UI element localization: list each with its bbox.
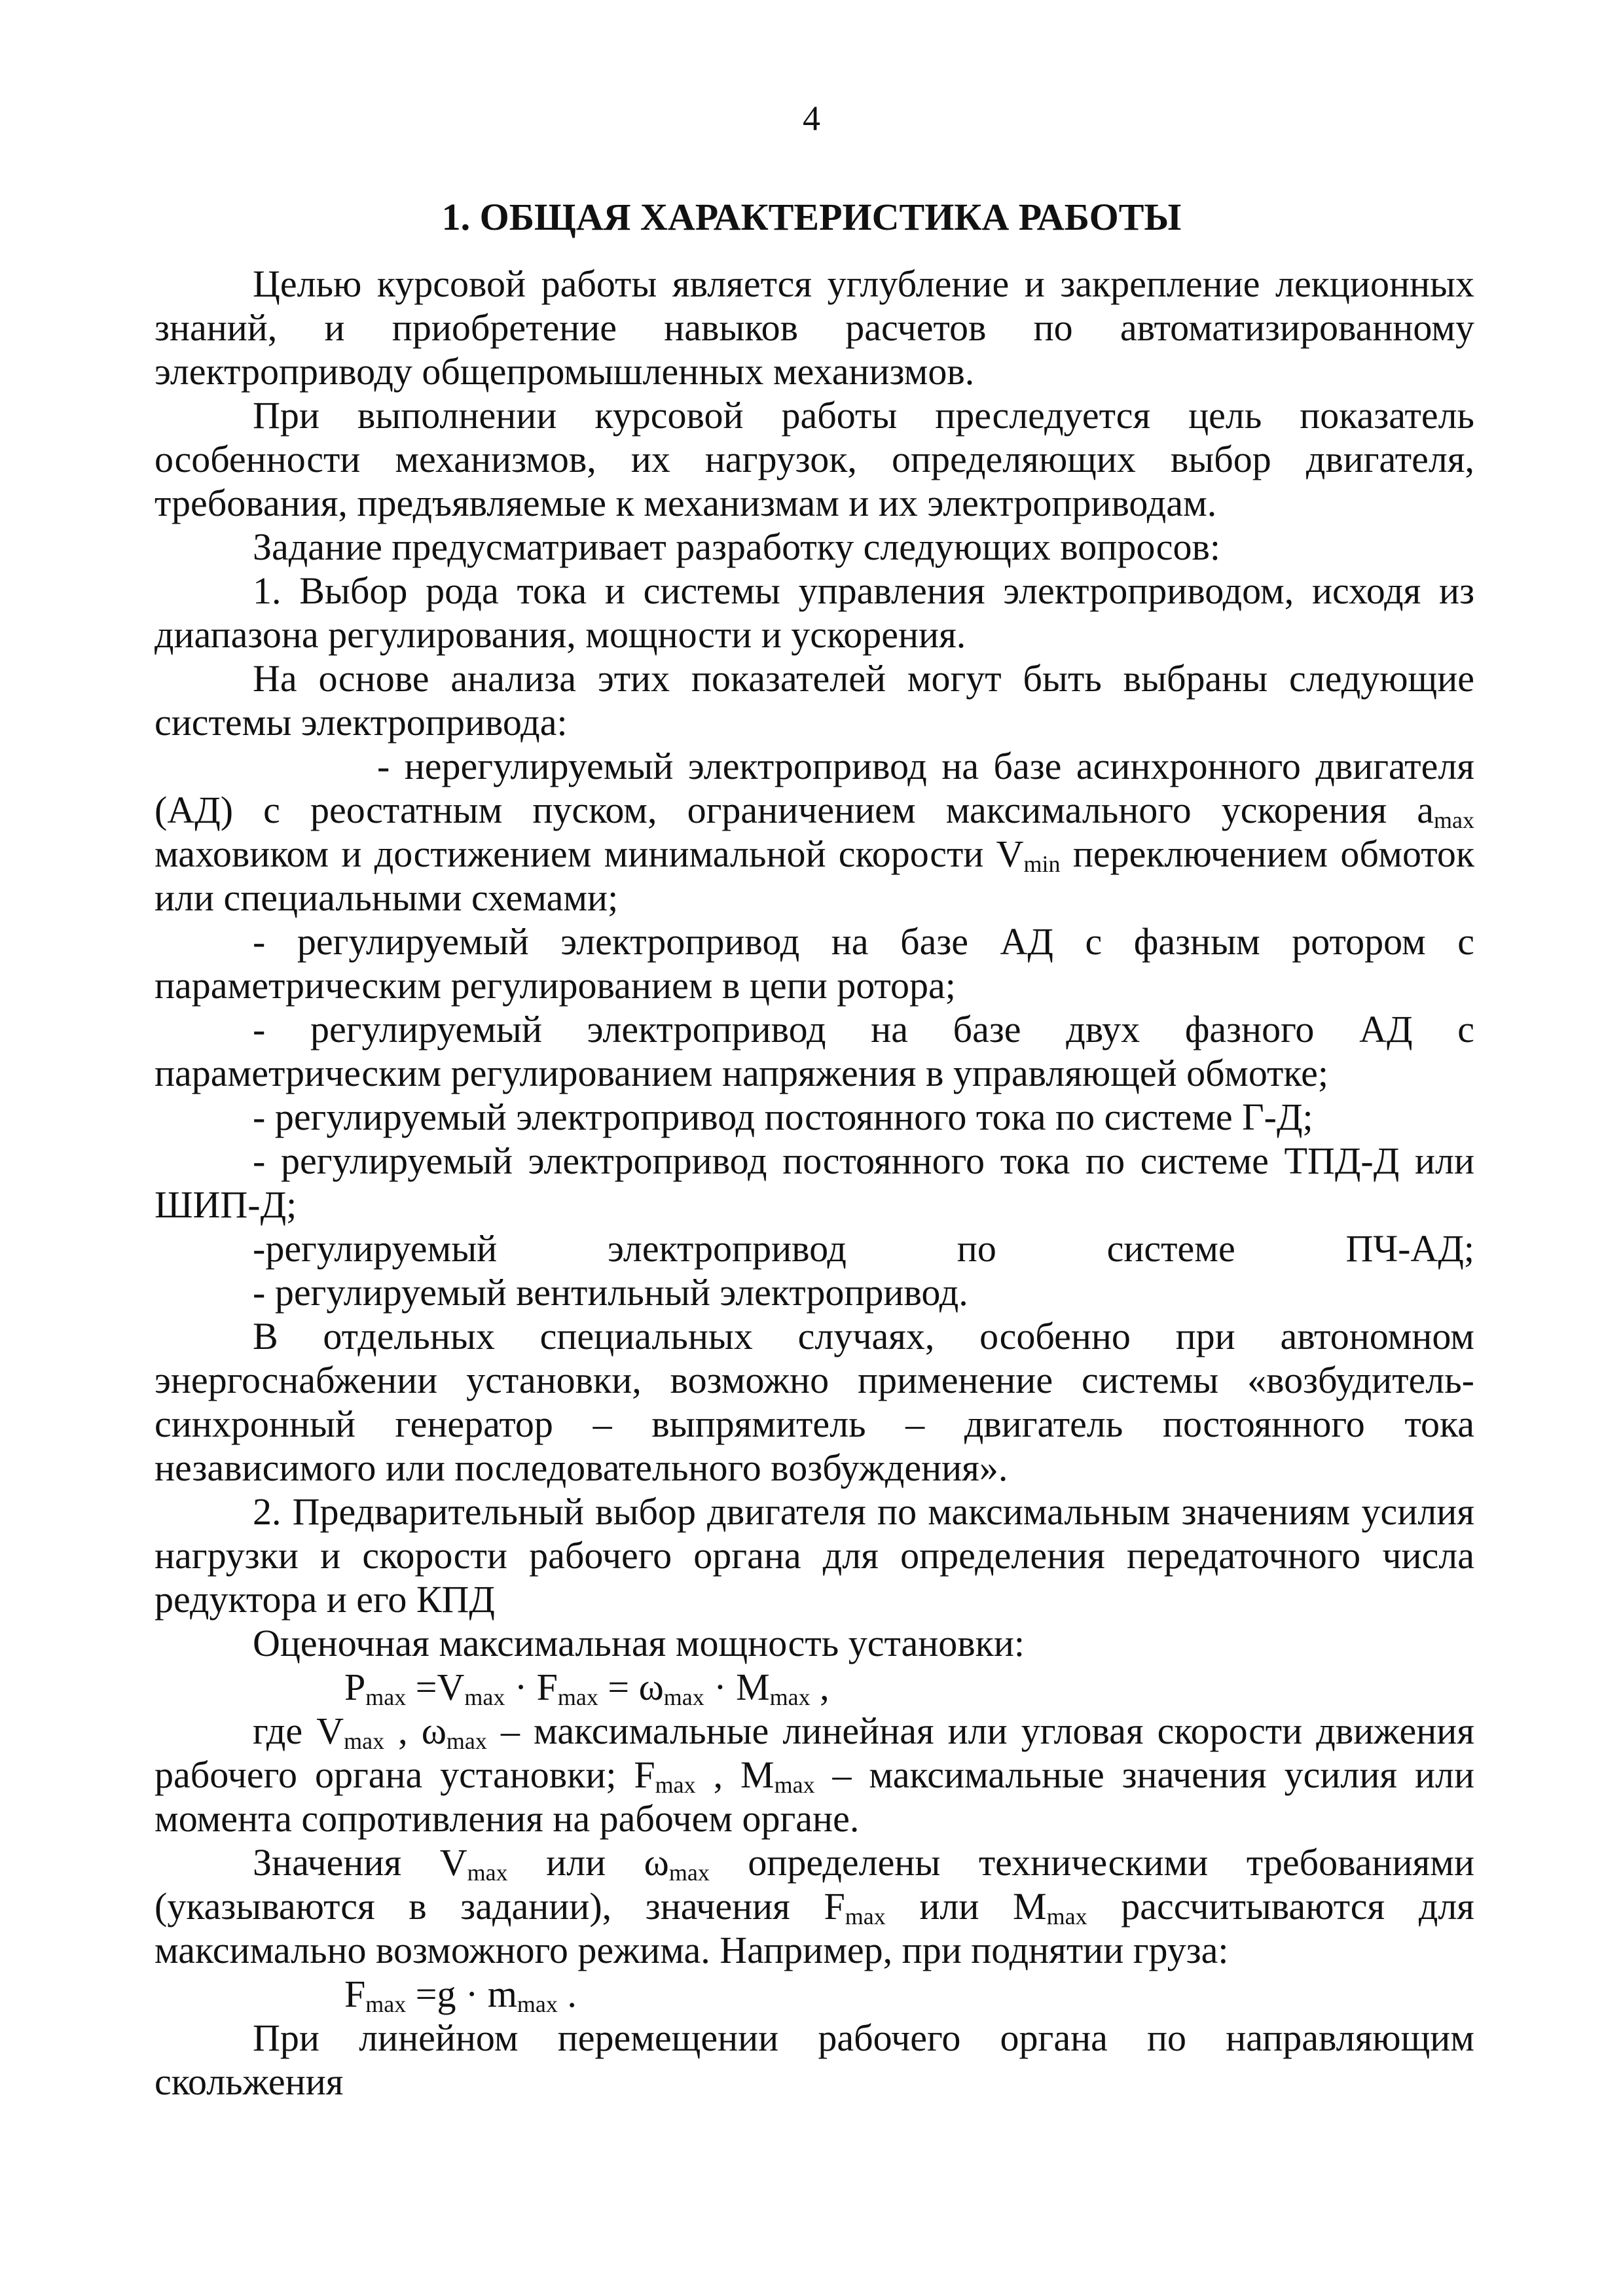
section-heading: 1. ОБЩАЯ ХАРАКТЕРИСТИКА РАБОТЫ — [441, 196, 1182, 238]
formula-force: $F_{max} =g \cdot m_{max}$ . — [344, 1973, 577, 2017]
list-item: - регулируемый электропривод на базе АД с фазным ротором с параметрическим регулированием в цепи ротора; — [155, 920, 1474, 1007]
paragraph-linear-motion: При линейном перемещении рабочего органа по направляющим скольжения — [155, 2017, 1474, 2103]
page-number: 4 — [803, 99, 820, 138]
paragraph-purpose: Целью курсовой работы является углубление и закрепление лекционных знаний, и приобретение навыков расчетов по автоматизированному электроприводу общепромышленных механизмов. — [155, 262, 1474, 393]
list-item: -регулируемый электропривод по системе ПЧ-АД; — [253, 1227, 1474, 1270]
list-item: - регулируемый электропривод на базе двух фазного АД с параметрическим регулированием напряжения в управляющей обмотке; — [155, 1008, 1474, 1094]
list-item: - регулируемый электропривод постоянного тока по системе Г-Д; — [253, 1096, 1313, 1138]
paragraph-values: Значения $V_{max}$ или $\omega_{max}$ определены техническими требованиями (указываются в задании), значения $F_{max}$ или $M_{max}$ рассчитываются для максимально возможного режима. Например, при поднятии груза: — [155, 1841, 1474, 1971]
paragraph-item-1: 1. Выбор рода тока и системы управления электроприводом, исходя из диапазона регулирования, мощности и ускорения. — [155, 569, 1474, 656]
paragraph-systems-intro: На основе анализа этих показателей могут быть выбраны следующие системы электропривода: — [155, 657, 1474, 744]
list-item: - регулируемый вентильный электропривод. — [253, 1271, 968, 1314]
paragraph-item-2: 2. Предварительный выбор двигателя по максимальным значениям усилия нагрузки и скорости рабочего органа для определения передаточного числа редуктора и его КПД — [155, 1490, 1474, 1621]
body-text — [155, 262, 1474, 2104]
list-item: - регулируемый электропривод постоянного тока по системе ТПД-Д или ШИП-Д; — [155, 1139, 1474, 1226]
paragraph-task: Задание предусматривает разработку следующих вопросов: — [253, 526, 1221, 568]
paragraph-goal: При выполнении курсовой работы преследуется цель показатель особенности механизмов, их нагрузок, определяющих выбор двигателя, требования, предъявляемые к механизмам и их электроприводам. — [155, 394, 1474, 524]
list-item: - нерегулируемый электропривод на базе асинхронного двигателя (АД) с реостатным пуском, ограничением максимального ускорения $a_{max}$ маховиком и достижением минимальной скорости $V_{min}$ переключением обмоток или специальными схемами; — [155, 745, 1474, 919]
paragraph-power-intro: Оценочная максимальная мощность установки: — [253, 1622, 1025, 1664]
formula-power: $P_{max} =V_{max} \cdot F_{max} = \omega_{max} \cdot M_{max}$ , — [344, 1666, 830, 1710]
paragraph-special-cases: В отдельных специальных случаях, особенно при автономном энергоснабжении установки, возможно применение системы «возбудитель-синхронный генератор – выпрямитель – двигатель постоянного тока независимого или последовательного возбуждения». — [155, 1315, 1474, 1489]
paragraph-where: где $V_{max}$ , $\omega_{max}$ – максимальные линейная или угловая скорости движения рабочего органа установки; $F_{max}$ , $M_{max}$ – максимальные значения усилия или момента сопротивления на рабочем органе. — [155, 1710, 1474, 1840]
